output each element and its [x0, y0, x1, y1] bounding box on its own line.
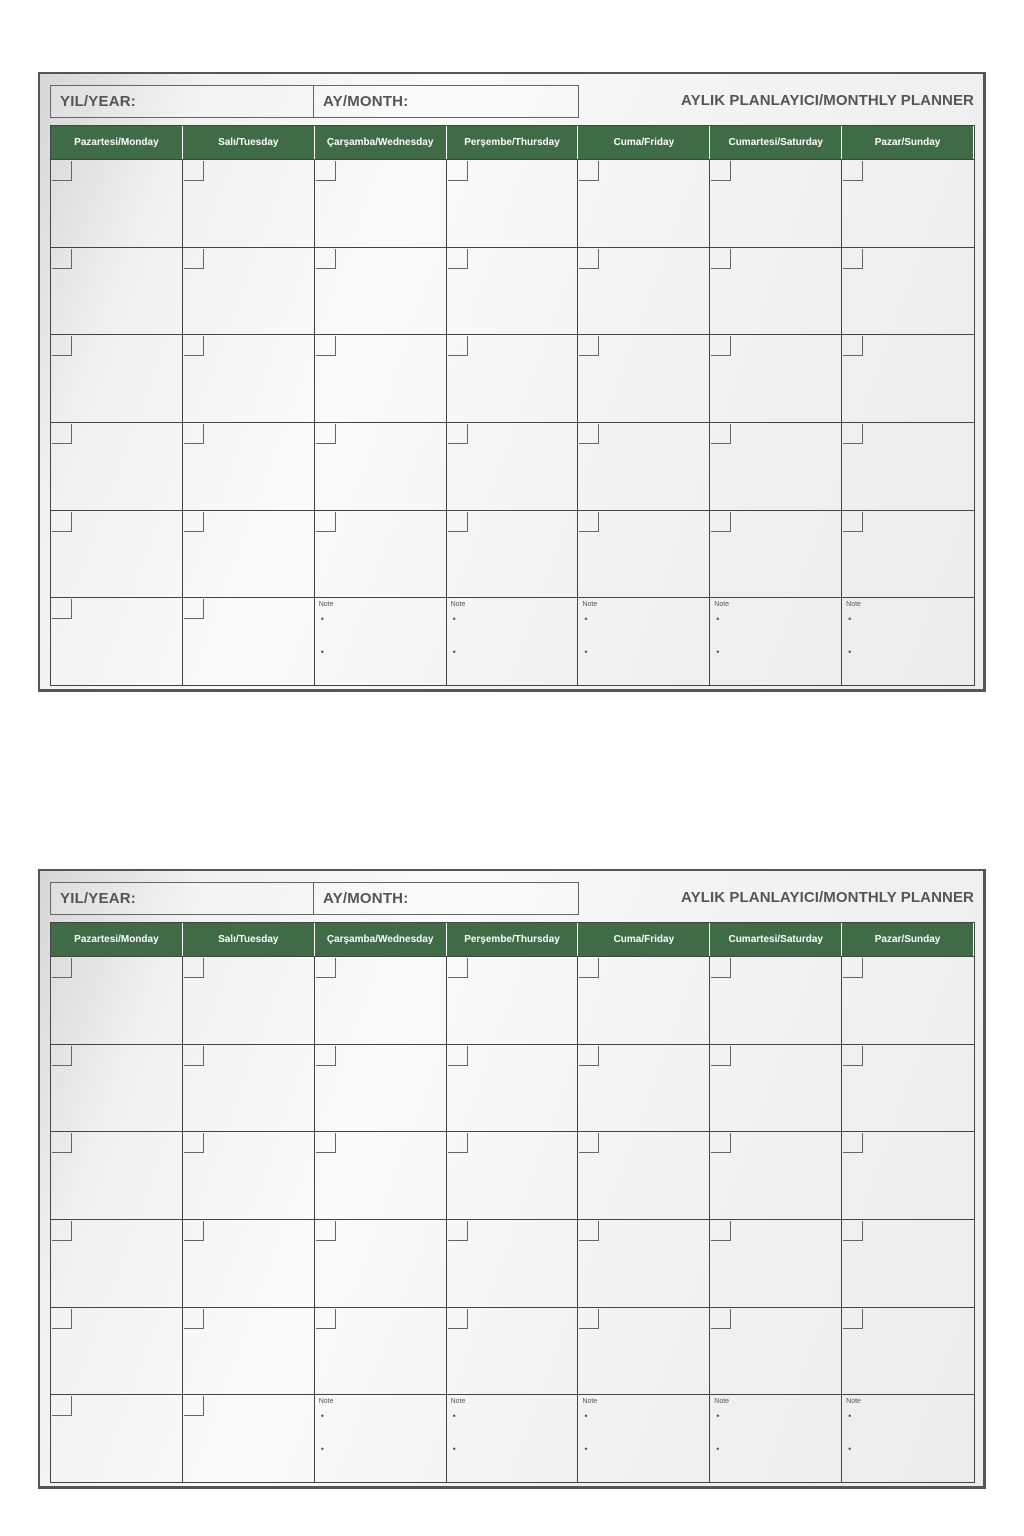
date-box[interactable] [316, 424, 336, 444]
date-box[interactable] [184, 958, 204, 978]
date-box[interactable] [711, 512, 731, 532]
day-cell[interactable] [578, 247, 710, 335]
date-box[interactable] [184, 424, 204, 444]
date-box[interactable] [184, 1396, 204, 1416]
day-cell[interactable] [51, 247, 183, 335]
note-label: Note [582, 601, 598, 609]
note-cell[interactable] [578, 1394, 710, 1482]
day-cell[interactable] [710, 1044, 842, 1132]
day-cell[interactable] [842, 1044, 974, 1132]
day-cell[interactable] [51, 1044, 183, 1132]
day-header: Cuma/Friday [578, 923, 710, 956]
day-cell[interactable] [578, 956, 710, 1044]
calendar-grid [50, 922, 975, 1483]
date-box[interactable] [711, 249, 731, 269]
note-label: Note [450, 601, 466, 609]
day-header: Cumartesi/Saturday [710, 126, 842, 159]
day-cell[interactable] [842, 334, 974, 422]
month-field[interactable]: AY/MONTH: [313, 882, 579, 915]
day-cell[interactable] [710, 1307, 842, 1395]
note-label: Note [318, 1398, 334, 1406]
note-bullet: • [716, 647, 720, 658]
note-cell[interactable] [842, 1394, 974, 1482]
date-box[interactable] [843, 958, 863, 978]
date-box[interactable] [843, 1046, 863, 1066]
note-cell[interactable] [447, 597, 579, 685]
date-box[interactable] [52, 1046, 72, 1066]
date-box[interactable] [52, 336, 72, 356]
day-cell[interactable] [447, 1307, 579, 1395]
note-bullet: • [848, 1411, 852, 1422]
day-cell[interactable] [183, 422, 315, 510]
day-header: Cuma/Friday [578, 126, 710, 159]
day-cell[interactable] [710, 510, 842, 598]
date-box[interactable] [52, 424, 72, 444]
day-cell[interactable] [183, 510, 315, 598]
note-label: Note [846, 601, 861, 609]
note-cell[interactable] [315, 597, 447, 685]
day-cell[interactable] [447, 159, 579, 247]
note-bullet: • [320, 1444, 324, 1455]
day-cell[interactable] [183, 1394, 315, 1482]
date-box[interactable] [843, 1221, 863, 1241]
note-bullet: • [584, 1444, 588, 1455]
note-label: Note [450, 1398, 466, 1406]
note-bullet: • [848, 614, 852, 625]
day-cell[interactable] [51, 1307, 183, 1395]
day-cell[interactable] [842, 159, 974, 247]
day-header: Çarşamba/Wednesday [315, 126, 447, 159]
day-cell[interactable] [447, 1131, 579, 1219]
date-box[interactable] [316, 958, 336, 978]
date-box[interactable] [184, 161, 204, 181]
note-cell[interactable] [710, 1394, 842, 1482]
day-header: Pazar/Sunday [842, 126, 974, 159]
date-box[interactable] [52, 1221, 72, 1241]
date-box[interactable] [711, 424, 731, 444]
day-cell[interactable] [842, 1307, 974, 1395]
day-cell[interactable] [842, 1131, 974, 1219]
date-box[interactable] [184, 249, 204, 269]
day-cell[interactable] [447, 422, 579, 510]
day-cell[interactable] [578, 1307, 710, 1395]
note-cell[interactable] [578, 597, 710, 685]
note-bullet: • [848, 1444, 852, 1455]
date-box[interactable] [52, 1396, 72, 1416]
date-box[interactable] [316, 336, 336, 356]
day-cell[interactable] [842, 510, 974, 598]
date-box[interactable] [711, 1221, 731, 1241]
day-cell[interactable] [578, 1219, 710, 1307]
date-box[interactable] [711, 958, 731, 978]
date-box[interactable] [184, 1046, 204, 1066]
day-cell[interactable] [183, 1307, 315, 1395]
day-cell[interactable] [578, 422, 710, 510]
planner-title: AYLIK PLANLAYICI/MONTHLY PLANNER [681, 889, 974, 906]
day-cell[interactable] [447, 1219, 579, 1307]
day-cell[interactable] [315, 1131, 447, 1219]
day-cell[interactable] [183, 1219, 315, 1307]
note-bullet: • [584, 614, 588, 625]
planner-board [38, 72, 986, 692]
date-box[interactable] [843, 512, 863, 532]
day-cell[interactable] [578, 1131, 710, 1219]
day-header: Perşembe/Thursday [447, 923, 579, 956]
date-box[interactable] [843, 1133, 863, 1153]
day-cell[interactable] [578, 159, 710, 247]
note-cell[interactable] [710, 597, 842, 685]
day-cell[interactable] [578, 1044, 710, 1132]
day-cell[interactable] [578, 334, 710, 422]
day-cell[interactable] [51, 159, 183, 247]
date-box[interactable] [843, 161, 863, 181]
date-box[interactable] [448, 249, 468, 269]
day-header: Salı/Tuesday [183, 126, 315, 159]
day-cell[interactable] [842, 247, 974, 335]
day-cell[interactable] [315, 956, 447, 1044]
date-box[interactable] [448, 1221, 468, 1241]
day-cell[interactable] [447, 956, 579, 1044]
date-box[interactable] [843, 1309, 863, 1329]
date-box[interactable] [579, 1309, 599, 1329]
day-cell[interactable] [710, 1219, 842, 1307]
day-header: Salı/Tuesday [183, 923, 315, 956]
day-header: Pazar/Sunday [842, 923, 974, 956]
date-box[interactable] [579, 958, 599, 978]
date-box[interactable] [579, 512, 599, 532]
day-cell[interactable] [447, 510, 579, 598]
date-box[interactable] [711, 336, 731, 356]
date-box[interactable] [52, 958, 72, 978]
date-box[interactable] [711, 1309, 731, 1329]
day-cell[interactable] [51, 334, 183, 422]
note-bullet: • [452, 647, 456, 658]
note-label: Note [714, 601, 730, 609]
day-cell[interactable] [183, 159, 315, 247]
day-cell[interactable] [315, 1219, 447, 1307]
planner-title: AYLIK PLANLAYICI/MONTHLY PLANNER [681, 92, 974, 109]
note-label: Note [714, 1398, 730, 1406]
date-box[interactable] [316, 249, 336, 269]
day-cell[interactable] [183, 1131, 315, 1219]
note-label: Note [846, 1398, 861, 1406]
day-cell[interactable] [51, 1219, 183, 1307]
note-cell[interactable] [842, 597, 974, 685]
date-box[interactable] [184, 1133, 204, 1153]
date-box[interactable] [448, 512, 468, 532]
note-bullet: • [584, 1411, 588, 1422]
day-cell[interactable] [315, 334, 447, 422]
note-bullet: • [848, 647, 852, 658]
day-cell[interactable] [447, 334, 579, 422]
day-cell[interactable] [710, 956, 842, 1044]
date-box[interactable] [448, 336, 468, 356]
day-cell[interactable] [447, 1044, 579, 1132]
day-cell[interactable] [578, 510, 710, 598]
day-cell[interactable] [315, 422, 447, 510]
date-box[interactable] [316, 1133, 336, 1153]
note-bullet: • [584, 647, 588, 658]
date-box[interactable] [579, 1221, 599, 1241]
day-header: Cumartesi/Saturday [710, 923, 842, 956]
date-box[interactable] [448, 161, 468, 181]
day-cell[interactable] [710, 422, 842, 510]
day-cell[interactable] [710, 247, 842, 335]
day-cell[interactable] [183, 956, 315, 1044]
day-cell[interactable] [315, 247, 447, 335]
day-cell[interactable] [315, 510, 447, 598]
date-box[interactable] [579, 424, 599, 444]
day-cell[interactable] [51, 597, 183, 685]
date-box[interactable] [184, 512, 204, 532]
note-bullet: • [716, 614, 720, 625]
date-box[interactable] [579, 161, 599, 181]
note-bullet: • [716, 1411, 720, 1422]
day-cell[interactable] [51, 422, 183, 510]
date-box[interactable] [316, 512, 336, 532]
note-bullet: • [452, 614, 456, 625]
calendar-grid [50, 125, 975, 686]
day-cell[interactable] [315, 159, 447, 247]
date-box[interactable] [843, 336, 863, 356]
note-bullet: • [716, 1444, 720, 1455]
date-box[interactable] [579, 1046, 599, 1066]
date-box[interactable] [711, 161, 731, 181]
date-box[interactable] [316, 161, 336, 181]
date-box[interactable] [52, 512, 72, 532]
date-box[interactable] [316, 1046, 336, 1066]
date-box[interactable] [316, 1221, 336, 1241]
date-box[interactable] [184, 1309, 204, 1329]
day-header: Perşembe/Thursday [447, 126, 579, 159]
day-cell[interactable] [51, 956, 183, 1044]
date-box[interactable] [448, 958, 468, 978]
date-box[interactable] [711, 1133, 731, 1153]
day-cell[interactable] [315, 1044, 447, 1132]
day-cell[interactable] [183, 334, 315, 422]
note-cell[interactable] [447, 1394, 579, 1482]
date-box[interactable] [448, 424, 468, 444]
date-box[interactable] [579, 336, 599, 356]
note-bullet: • [320, 614, 324, 625]
note-bullet: • [320, 1411, 324, 1422]
note-cell[interactable] [315, 1394, 447, 1482]
day-cell[interactable] [315, 1307, 447, 1395]
note-label: Note [318, 601, 334, 609]
date-box[interactable] [843, 424, 863, 444]
date-box[interactable] [52, 249, 72, 269]
day-cell[interactable] [842, 422, 974, 510]
date-box[interactable] [448, 1046, 468, 1066]
date-box[interactable] [184, 599, 204, 619]
date-box[interactable] [316, 1309, 336, 1329]
day-cell[interactable] [51, 1394, 183, 1482]
date-box[interactable] [843, 249, 863, 269]
date-box[interactable] [184, 336, 204, 356]
day-header: Pazartesi/Monday [51, 923, 183, 956]
day-cell[interactable] [710, 1131, 842, 1219]
day-cell[interactable] [183, 597, 315, 685]
day-header: Çarşamba/Wednesday [315, 923, 447, 956]
day-cell[interactable] [447, 247, 579, 335]
day-cell[interactable] [842, 956, 974, 1044]
note-label: Note [582, 1398, 598, 1406]
day-cell[interactable] [710, 159, 842, 247]
planner-board [38, 869, 986, 1489]
day-cell[interactable] [51, 510, 183, 598]
note-bullet: • [320, 647, 324, 658]
date-box[interactable] [52, 1309, 72, 1329]
day-cell[interactable] [842, 1219, 974, 1307]
date-box[interactable] [448, 1309, 468, 1329]
date-box[interactable] [52, 1133, 72, 1153]
date-box[interactable] [579, 1133, 599, 1153]
date-box[interactable] [184, 1221, 204, 1241]
date-box[interactable] [711, 1046, 731, 1066]
day-cell[interactable] [183, 247, 315, 335]
note-bullet: • [452, 1444, 456, 1455]
day-header: Pazartesi/Monday [51, 126, 183, 159]
date-box[interactable] [52, 161, 72, 181]
date-box[interactable] [579, 249, 599, 269]
year-field[interactable]: YIL/YEAR: [50, 882, 314, 915]
note-bullet: • [452, 1411, 456, 1422]
month-field[interactable]: AY/MONTH: [313, 85, 579, 118]
year-field[interactable]: YIL/YEAR: [50, 85, 314, 118]
day-cell[interactable] [710, 334, 842, 422]
day-cell[interactable] [183, 1044, 315, 1132]
date-box[interactable] [52, 599, 72, 619]
day-cell[interactable] [51, 1131, 183, 1219]
date-box[interactable] [448, 1133, 468, 1153]
